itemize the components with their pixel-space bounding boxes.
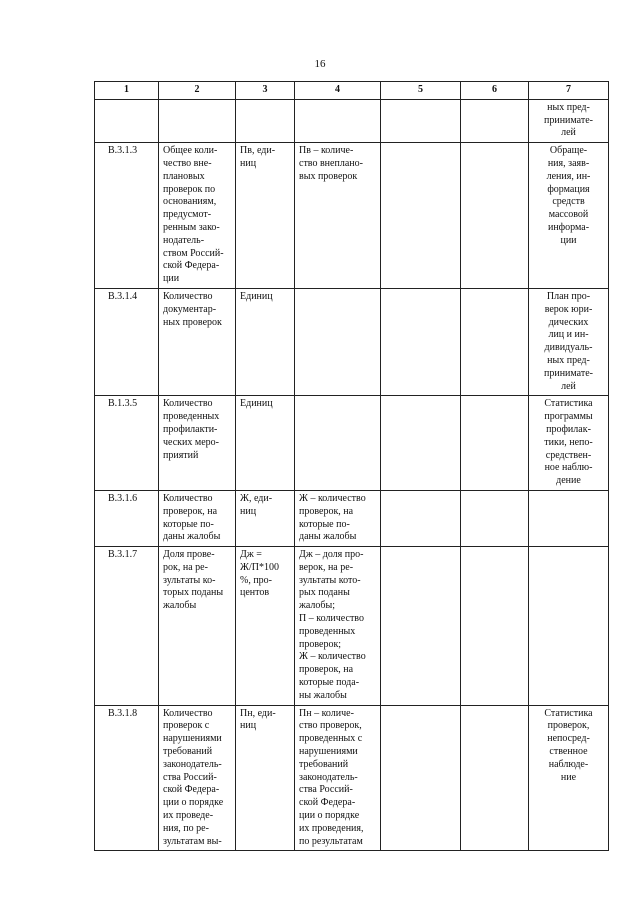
col5-cell [381, 288, 461, 395]
col6-cell [461, 705, 529, 851]
col5-cell [381, 99, 461, 142]
col6-cell [461, 143, 529, 289]
source-cell: Статистика программы профилак- тики, непо- средствен- ное наблю- дение [529, 396, 609, 491]
indicator-name: Количество проведенных профилакти- ческих меро- приятий [159, 396, 236, 491]
row-code: B.3.1.3 [95, 143, 159, 289]
row-code: B.3.1.4 [95, 288, 159, 395]
unit-cell [236, 99, 295, 142]
unit-cell: Ж, еди- ниц [236, 490, 295, 546]
source-cell: Обраще- ния, заяв- ления, ин- формация средств массовой информа- ции [529, 143, 609, 289]
header-col-2: 2 [159, 82, 236, 100]
col6-cell [461, 490, 529, 546]
unit-cell: Пн, еди- ниц [236, 705, 295, 851]
col5-cell [381, 705, 461, 851]
row-code: B.3.1.7 [95, 547, 159, 706]
table-row [95, 547, 609, 706]
table-row [95, 99, 609, 142]
page-number: 16 [314, 58, 326, 70]
indicators-table [94, 81, 609, 851]
table-row [95, 288, 609, 395]
col5-cell [381, 547, 461, 706]
unit-cell: Дж = Ж/П*100 %, про- центов [236, 547, 295, 706]
unit-cell: Единиц [236, 396, 295, 491]
header-col-6: 6 [461, 82, 529, 100]
formula-cell: Пн – количе- ство проверок, проведенных с нарушениями требований законодатель- ства Россий- ской Федера- ции о порядке их проведения, по результатам [295, 705, 381, 851]
formula-cell [295, 288, 381, 395]
source-cell: ных пред- принимате- лей [529, 99, 609, 142]
header-col-1: 1 [95, 82, 159, 100]
indicator-name: Количество документар- ных проверок [159, 288, 236, 395]
row-code: B.3.1.6 [95, 490, 159, 546]
unit-cell: Единиц [236, 288, 295, 395]
formula-cell: Пв – количе- ство внеплано- вых проверок [295, 143, 381, 289]
table-row [95, 396, 609, 491]
col5-cell [381, 490, 461, 546]
formula-cell [295, 99, 381, 142]
row-code: B.3.1.8 [95, 705, 159, 851]
indicator-name: Количество проверок с нарушениями требований законодатель- ства Россий- ской Федера- ции о порядке их проведе- ния, по ре- зультатам вы- [159, 705, 236, 851]
col6-cell [461, 547, 529, 706]
table-row [95, 490, 609, 546]
unit-cell: Пв, еди- ниц [236, 143, 295, 289]
source-cell: Статистика проверок, непосред- ственное наблюде- ние [529, 705, 609, 851]
col5-cell [381, 143, 461, 289]
source-cell [529, 490, 609, 546]
formula-cell: Ж – количество проверок, на которые по- даны жалобы [295, 490, 381, 546]
col6-cell [461, 288, 529, 395]
formula-cell: Дж – доля про- верок, на ре- зультаты кото- рых поданы жалобы; П – количество проведенных проверок; Ж – количество проверок, на которые пода- ны жалобы [295, 547, 381, 706]
row-code [95, 99, 159, 142]
indicator-name: Доля прове- рок, на ре- зультаты ко- торых поданы жалобы [159, 547, 236, 706]
indicator-name [159, 99, 236, 142]
source-cell: План про- верок юри- дических лиц и ин- дивидуаль- ных пред- принимате- лей [529, 288, 609, 395]
col6-cell [461, 396, 529, 491]
table-row [95, 143, 609, 289]
table-row [95, 705, 609, 851]
header-col-7: 7 [529, 82, 609, 100]
row-code: B.1.3.5 [95, 396, 159, 491]
header-col-3: 3 [236, 82, 295, 100]
col5-cell [381, 396, 461, 491]
header-col-4: 4 [295, 82, 381, 100]
table-header-row [95, 82, 609, 100]
indicator-name: Количество проверок, на которые по- даны жалобы [159, 490, 236, 546]
formula-cell [295, 396, 381, 491]
header-col-5: 5 [381, 82, 461, 100]
source-cell [529, 547, 609, 706]
indicator-name: Общее коли- чество вне- плановых проверок по основаниям, предусмот- ренным зако- нодатель- ством Россий- ской Федера- ции [159, 143, 236, 289]
col6-cell [461, 99, 529, 142]
